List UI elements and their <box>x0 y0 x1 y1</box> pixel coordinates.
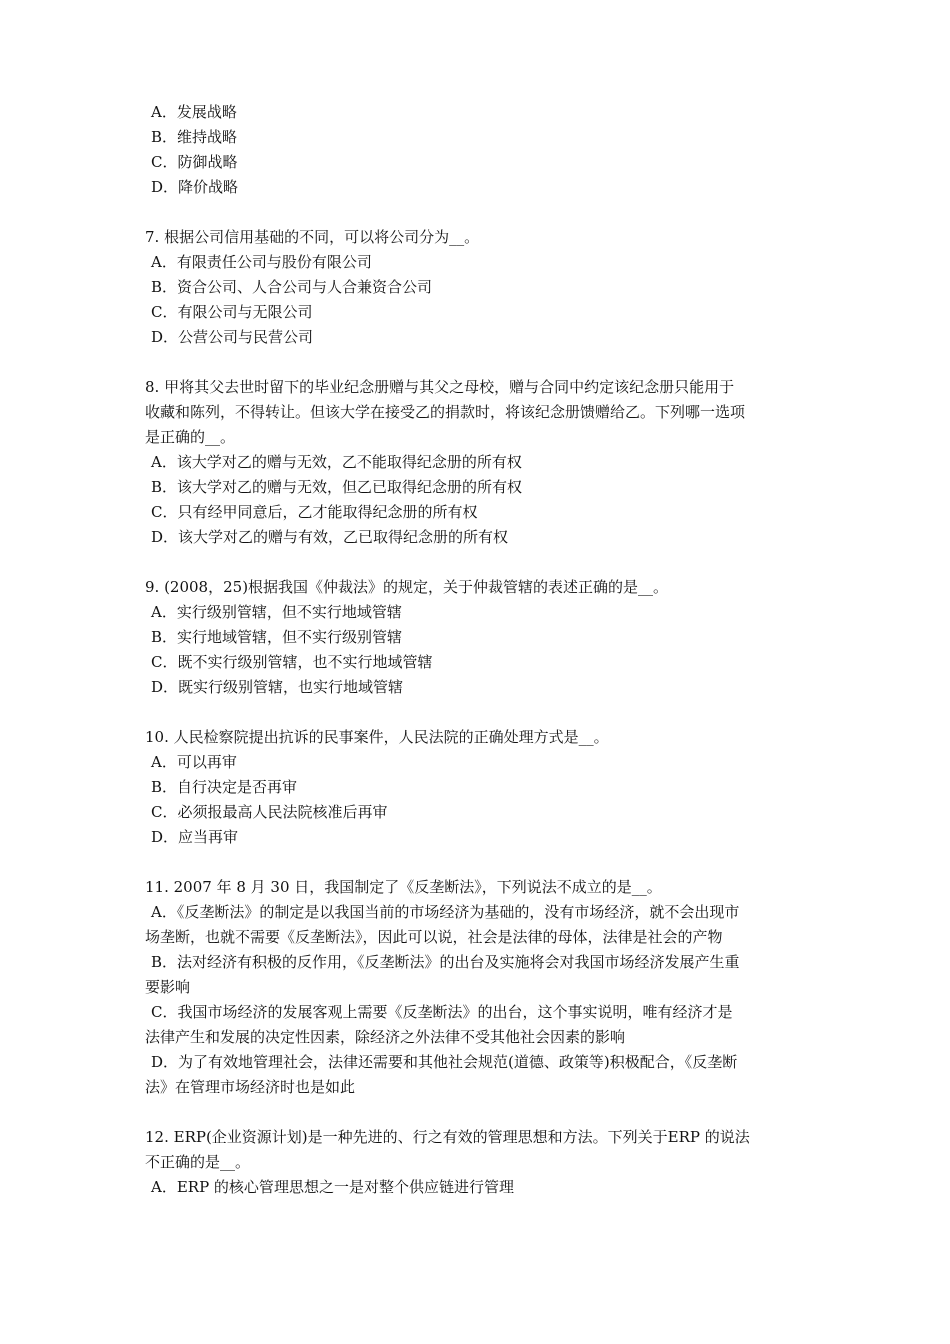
option-d: D．该大学对乙的赠与有效，乙已取得纪念册的所有权 <box>151 528 509 546</box>
option-a: A．有限责任公司与股份有限公司 <box>151 253 372 271</box>
option-b: B．该大学对乙的赠与无效，但乙已取得纪念册的所有权 <box>151 478 523 496</box>
question-stem-line: 收藏和陈列，不得转让。但该大学在接受乙的捐款时，将该纪念册馈赠给乙。下列哪一选项 <box>145 403 746 421</box>
option-a-line-1: A．《反垄断法》的制定是以我国当前的市场经济为基础的，没有市场经济，就不会出现市 <box>151 903 740 921</box>
option-b: B．维持战略 <box>151 128 238 146</box>
option-d-line-1: D．为了有效地管理社会，法律还需要和其他社会规范(道德、政策等)积极配合，《反垄断 <box>151 1053 738 1071</box>
option-b: B．资合公司、人合公司与人合兼资合公司 <box>151 278 433 296</box>
question-stem-line: 不正确的是__。 <box>145 1153 251 1171</box>
option-c-line-2: 法律产生和发展的决定性因素，除经济之外法律不受其他社会因素的影响 <box>145 1028 626 1046</box>
option-c-line-1: C．我国市场经济的发展客观上需要《反垄断法》的出台，这个事实说明，唯有经济才是 <box>151 1003 733 1021</box>
question-stem: 9. (2008，25)根据我国《仲裁法》的规定，关于仲裁管辖的表述正确的是__。 <box>145 578 669 596</box>
option-d-line-2: 法》在管理市场经济时也是如此 <box>145 1078 356 1096</box>
question-12 <box>145 1125 815 1200</box>
option-a: A．实行级别管辖，但不实行地域管辖 <box>151 603 402 621</box>
document-content <box>145 100 815 1200</box>
option-b: B．自行决定是否再审 <box>151 778 298 796</box>
option-c: C．防御战略 <box>151 153 238 171</box>
spacer <box>145 200 815 225</box>
option-a-line-2: 场垄断，也就不需要《反垄断法》，因此可以说，社会是法律的母体，法律是社会的产物 <box>145 928 723 946</box>
question-stem: 10. 人民检察院提出抗诉的民事案件，人民法院的正确处理方式是__。 <box>145 728 609 746</box>
previous-question-options <box>145 100 815 200</box>
question-8 <box>145 375 815 550</box>
spacer <box>145 850 815 875</box>
option-a: A．可以再审 <box>151 753 237 771</box>
spacer <box>145 550 815 575</box>
question-10 <box>145 725 815 850</box>
option-b: B．实行地域管辖，但不实行级别管辖 <box>151 628 403 646</box>
question-stem-line: 是正确的__。 <box>145 428 236 446</box>
option-c: C．既不实行级别管辖，也不实行地域管辖 <box>151 653 433 671</box>
option-c: C．只有经甲同意后，乙才能取得纪念册的所有权 <box>151 503 478 521</box>
spacer <box>145 350 815 375</box>
question-9 <box>145 575 815 700</box>
option-d: D．降价战略 <box>151 178 239 196</box>
option-c: C．有限公司与无限公司 <box>151 303 313 321</box>
spacer <box>145 1100 815 1125</box>
spacer <box>145 700 815 725</box>
option-d: D．既实行级别管辖，也实行地域管辖 <box>151 678 404 696</box>
option-b-line-1: B．法对经济有积极的反作用，《反垄断法》的出台及实施将会对我国市场经济发展产生重 <box>151 953 740 971</box>
option-c: C．必须报最高人民法院核准后再审 <box>151 803 388 821</box>
option-a: A．ERP 的核心管理思想之一是对整个供应链进行管理 <box>151 1178 514 1196</box>
option-d: D．公营公司与民营公司 <box>151 328 314 346</box>
option-b-line-2: 要影响 <box>145 978 191 996</box>
option-d: D．应当再审 <box>151 828 239 846</box>
option-a: A．该大学对乙的赠与无效，乙不能取得纪念册的所有权 <box>151 453 522 471</box>
question-7 <box>145 225 815 350</box>
option-a: A．发展战略 <box>151 103 237 121</box>
question-stem: 11. 2007 年 8 月 30 日，我国制定了《反垄断法》，下列说法不成立的是__。 <box>145 878 662 896</box>
question-11 <box>145 875 815 1100</box>
question-stem: 7. 根据公司信用基础的不同，可以将公司分为__。 <box>145 228 480 246</box>
question-stem-line: 8. 甲将其父去世时留下的毕业纪念册赠与其父之母校，赠与合同中约定该纪念册只能用于 <box>145 378 735 396</box>
question-stem-line: 12. ERP(企业资源计划)是一种先进的、行之有效的管理思想和方法。下列关于ERP 的说法 <box>145 1128 750 1146</box>
